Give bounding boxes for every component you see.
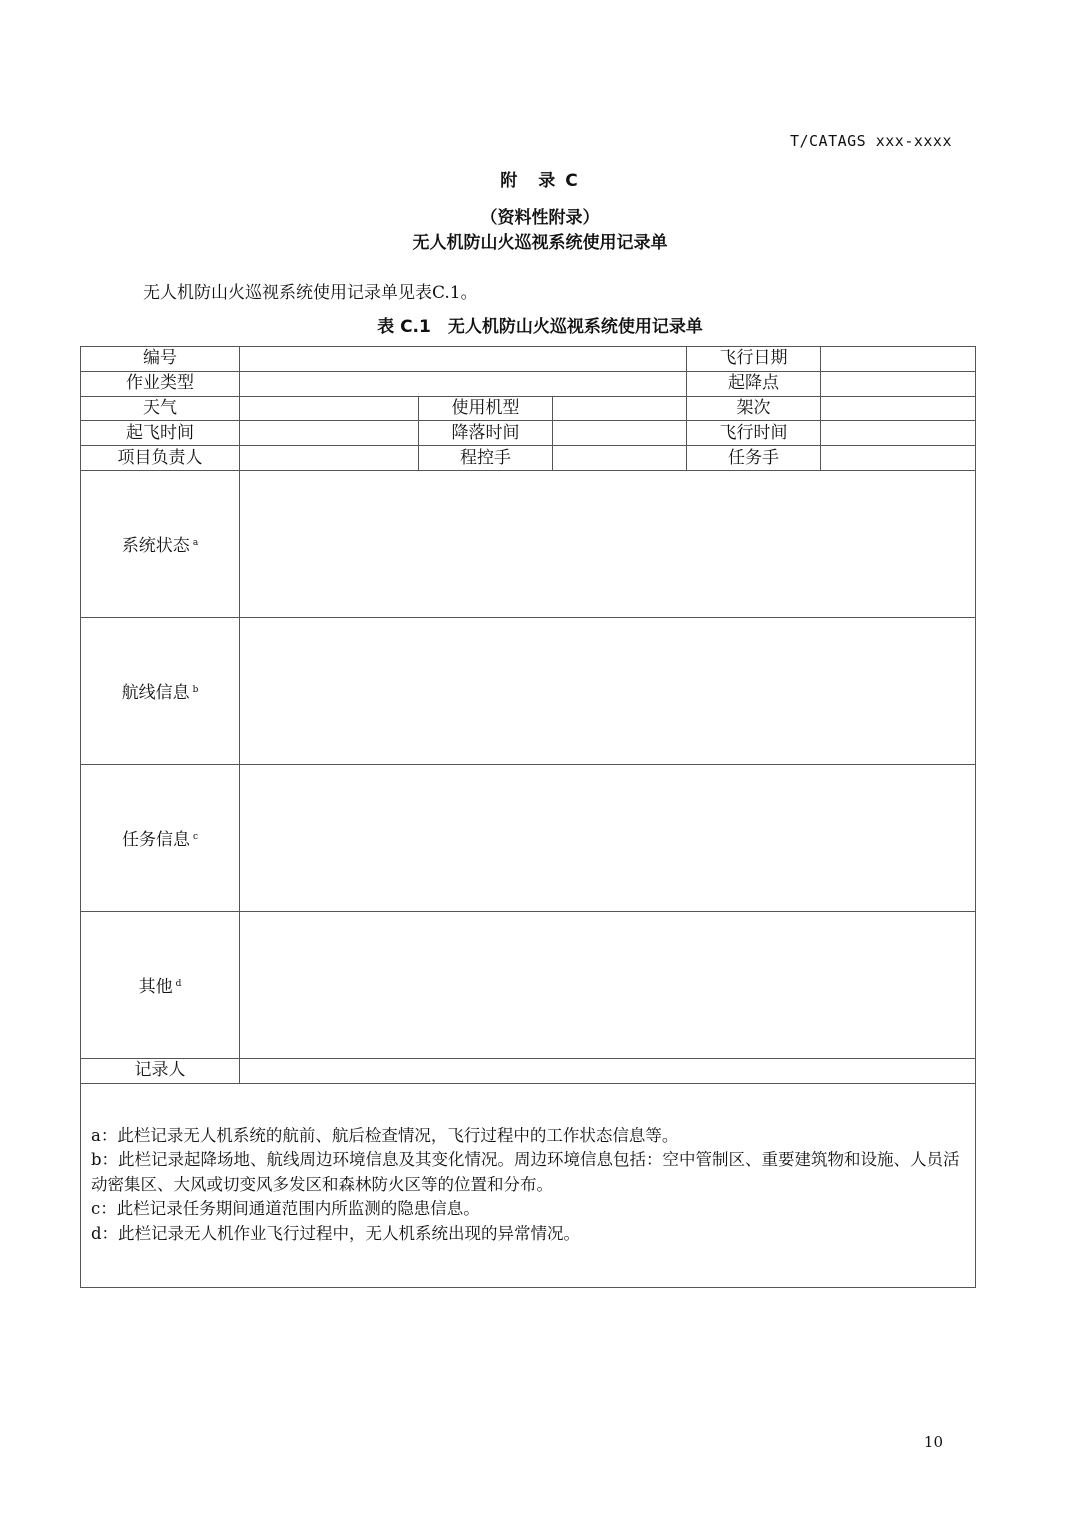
field-mission-info[interactable]	[240, 764, 976, 911]
label-route-info-text: 航线信息	[121, 683, 190, 704]
label-weather: 天气	[81, 396, 240, 421]
field-takeoff-landing-point[interactable]	[821, 371, 976, 396]
table-row	[81, 1058, 976, 1083]
label-mission-info	[81, 764, 240, 911]
field-takeoff-time[interactable]	[240, 421, 419, 446]
note-c: c：此栏记录任务期间通道范围内所监测的隐患信息。	[91, 1199, 480, 1219]
intro-paragraph: 无人机防山火巡视系统使用记录单见表C.1。	[143, 283, 478, 303]
footnote-mark: d	[175, 979, 182, 990]
field-aircraft-model[interactable]	[553, 396, 687, 421]
label-route-info	[81, 617, 240, 764]
label-flight-date: 飞行日期	[687, 347, 821, 372]
field-landing-time[interactable]	[553, 421, 687, 446]
table-row	[81, 470, 976, 617]
record-form-table	[80, 346, 976, 1288]
label-operation-type: 作业类型	[81, 371, 240, 396]
label-project-lead: 项目负责人	[81, 446, 240, 471]
label-sortie: 架次	[687, 396, 821, 421]
field-flight-date[interactable]	[821, 347, 976, 372]
label-takeoff-time: 起飞时间	[81, 421, 240, 446]
label-system-status-text: 系统状态	[121, 536, 190, 557]
table-row	[81, 911, 976, 1058]
label-system-status	[81, 470, 240, 617]
table-row	[81, 1083, 976, 1287]
table-row	[81, 347, 976, 372]
field-recorder[interactable]	[240, 1058, 976, 1083]
field-other[interactable]	[240, 911, 976, 1058]
label-pilot: 程控手	[419, 446, 553, 471]
notes-cell	[81, 1083, 976, 1287]
appendix-type: （资料性附录）	[480, 208, 600, 228]
field-system-status[interactable]	[240, 470, 976, 617]
label-flight-duration: 飞行时间	[687, 421, 821, 446]
table-row	[81, 446, 976, 471]
footnote-mark: b	[192, 685, 199, 696]
label-mission-operator: 任务手	[687, 446, 821, 471]
table-caption: 表 C.1 无人机防山火巡视系统使用记录单	[377, 317, 703, 337]
label-aircraft-model: 使用机型	[419, 396, 553, 421]
page-number: 10	[923, 1433, 943, 1451]
label-mission-info-text: 任务信息	[121, 830, 190, 851]
note-d: d：此栏记录无人机作业飞行过程中，无人机系统出现的异常情况。	[91, 1223, 581, 1243]
appendix-title: 附 录 C	[500, 171, 580, 191]
field-sortie[interactable]	[821, 396, 976, 421]
label-serial-number: 编号	[81, 347, 240, 372]
label-recorder: 记录人	[81, 1058, 240, 1083]
table-row	[81, 371, 976, 396]
footnote-mark: c	[192, 832, 199, 843]
table-row	[81, 396, 976, 421]
note-a: a：此栏记录无人机系统的航前、航后检查情况，飞行过程中的工作状态信息等。	[91, 1125, 679, 1145]
note-b: b：此栏记录起降场地、航线周边环境信息及其变化情况。周边环境信息包括：空中管制区、重要建筑物和设施、人员活动密集区、大风或切变风多发区和森林防火区等的位置和分布。	[91, 1150, 960, 1194]
field-project-lead[interactable]	[240, 446, 419, 471]
label-other-text: 其他	[138, 977, 173, 998]
label-landing-time: 降落时间	[419, 421, 553, 446]
field-route-info[interactable]	[240, 617, 976, 764]
label-other	[81, 911, 240, 1058]
field-pilot[interactable]	[553, 446, 687, 471]
footnote-mark: a	[192, 538, 199, 549]
field-operation-type[interactable]	[240, 371, 687, 396]
field-flight-duration[interactable]	[821, 421, 976, 446]
appendix-name: 无人机防山火巡视系统使用记录单	[412, 233, 668, 253]
field-weather[interactable]	[240, 396, 419, 421]
table-row	[81, 764, 976, 911]
table-row	[81, 421, 976, 446]
field-serial-number[interactable]	[240, 347, 687, 372]
field-mission-operator[interactable]	[821, 446, 976, 471]
document-code: T/CATAGS xxx-xxxx	[789, 132, 952, 150]
table-row	[81, 617, 976, 764]
label-takeoff-landing-point: 起降点	[687, 371, 821, 396]
